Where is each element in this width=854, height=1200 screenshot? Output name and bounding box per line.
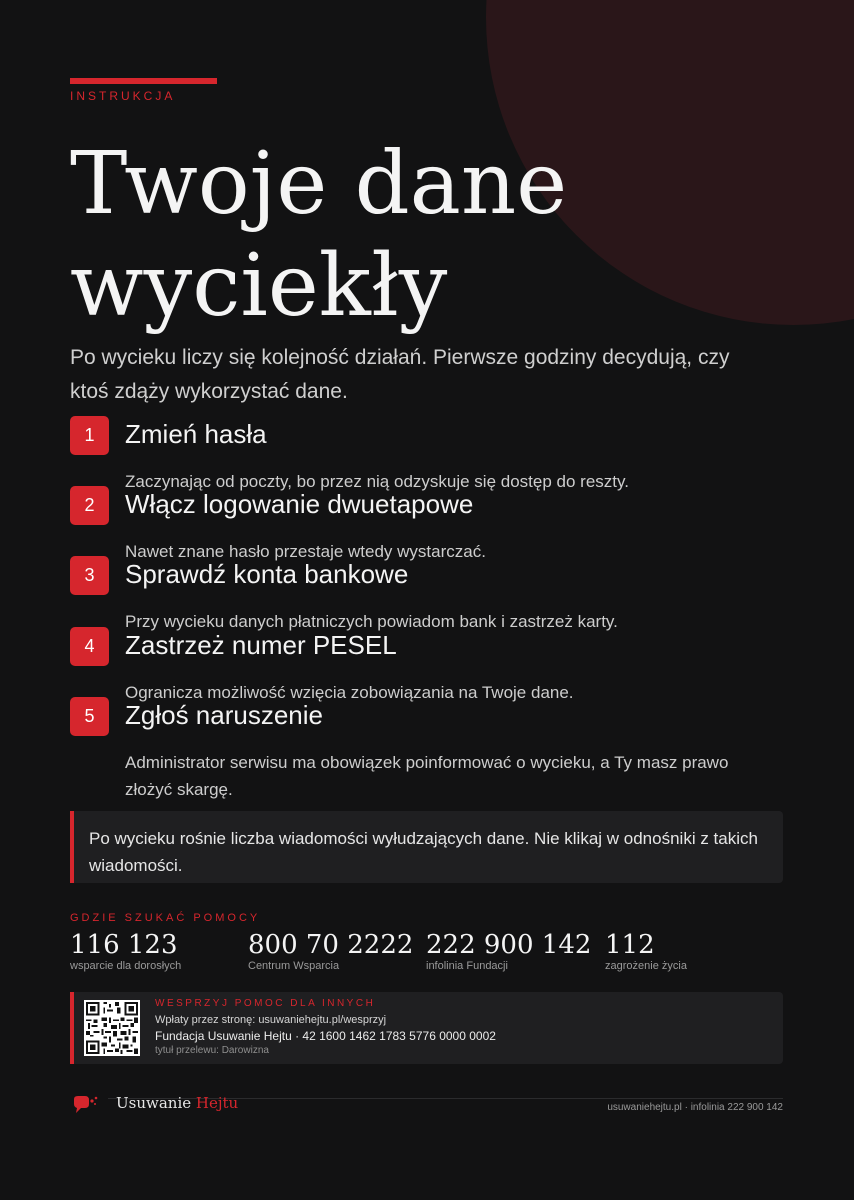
brand-logo-text [116, 1094, 238, 1112]
title-line-1: Twoje dane [70, 134, 568, 234]
step-description: Zaczynając od poczty, bo przez nią odzyskuje się dostęp do reszty. [125, 472, 629, 491]
phone-number: 112 [605, 930, 655, 960]
contact-item [248, 930, 413, 972]
phone-number: 800 70 2222 [248, 930, 414, 960]
kicker: INSTRUKCJA [70, 89, 176, 103]
donation-web: Wpłaty przez stronę: usuwaniehejtu.pl/wesprzyj [155, 1014, 387, 1026]
phone-number: 116 123 [70, 930, 178, 960]
title-line-2: wyciekły [70, 236, 448, 336]
contact-item [426, 930, 591, 972]
step-number-badge: 3 [70, 556, 109, 595]
page-title [70, 133, 670, 337]
brand-part-1: Usuwanie [116, 1094, 192, 1112]
donation-transfer-title: tytuł przelewu: Darowizna [155, 1045, 269, 1056]
help-heading: GDZIE SZUKAĆ POMOCY [70, 912, 261, 924]
step-description: Nawet znane hasło przestaje wtedy wystarczać. [125, 542, 486, 561]
donation-account: Fundacja Usuwanie Hejtu · 42 1600 1462 1783 5776 0000 0002 [155, 1029, 496, 1043]
qr-code-icon [84, 1000, 140, 1056]
step-number-badge: 5 [70, 697, 109, 736]
phone-number: 222 900 142 [426, 930, 592, 960]
step-number-badge: 2 [70, 486, 109, 525]
step-title: Włącz logowanie dwuetapowe [125, 489, 474, 519]
footer-contact: usuwaniehejtu.pl · infolinia 222 900 142 [607, 1102, 783, 1113]
phone-label: wsparcie dla dorosłych [70, 960, 182, 972]
phone-label: infolinia Fundacji [426, 960, 508, 972]
step-title: Zastrzeż numer PESEL [125, 630, 397, 660]
step-title: Zgłoś naruszenie [125, 700, 323, 730]
step-description: Przy wycieku danych płatniczych powiadom bank i zastrzeż karty. [125, 612, 618, 631]
step-number-badge: 1 [70, 416, 109, 455]
step-description: Ogranicza możliwość wzięcia zobowiązania na Twoje dane. [125, 683, 574, 702]
speech-bubble-icon [72, 1094, 100, 1116]
step-number-badge: 4 [70, 627, 109, 666]
intro-text: Po wycieku liczy się kolejność działań. Pierwsze godziny decydują, czy ktoś zdąży wykorzystać dane. [70, 346, 730, 403]
step-title: Sprawdź konta bankowe [125, 559, 409, 589]
warning-note: Po wycieku rośnie liczba wiadomości wyłudzających dane. Nie klikaj w odnośniki z takich wiadomości. [70, 811, 783, 883]
contact-item [605, 930, 687, 972]
phone-label: zagrożenie życia [605, 960, 687, 972]
contact-item [70, 930, 181, 972]
step-description: Administrator serwisu ma obowiązek poinformować o wycieku, a Ty masz prawo złożyć skargę. [125, 753, 729, 799]
donation-heading: WESPRZYJ POMOC DLA INNYCH [155, 998, 376, 1009]
phone-label: Centrum Wsparcia [248, 960, 340, 972]
brand-part-2: Hejtu [195, 1094, 239, 1112]
donation-panel [70, 992, 783, 1064]
kicker-bar [70, 78, 217, 84]
step-title: Zmień hasła [125, 419, 267, 449]
